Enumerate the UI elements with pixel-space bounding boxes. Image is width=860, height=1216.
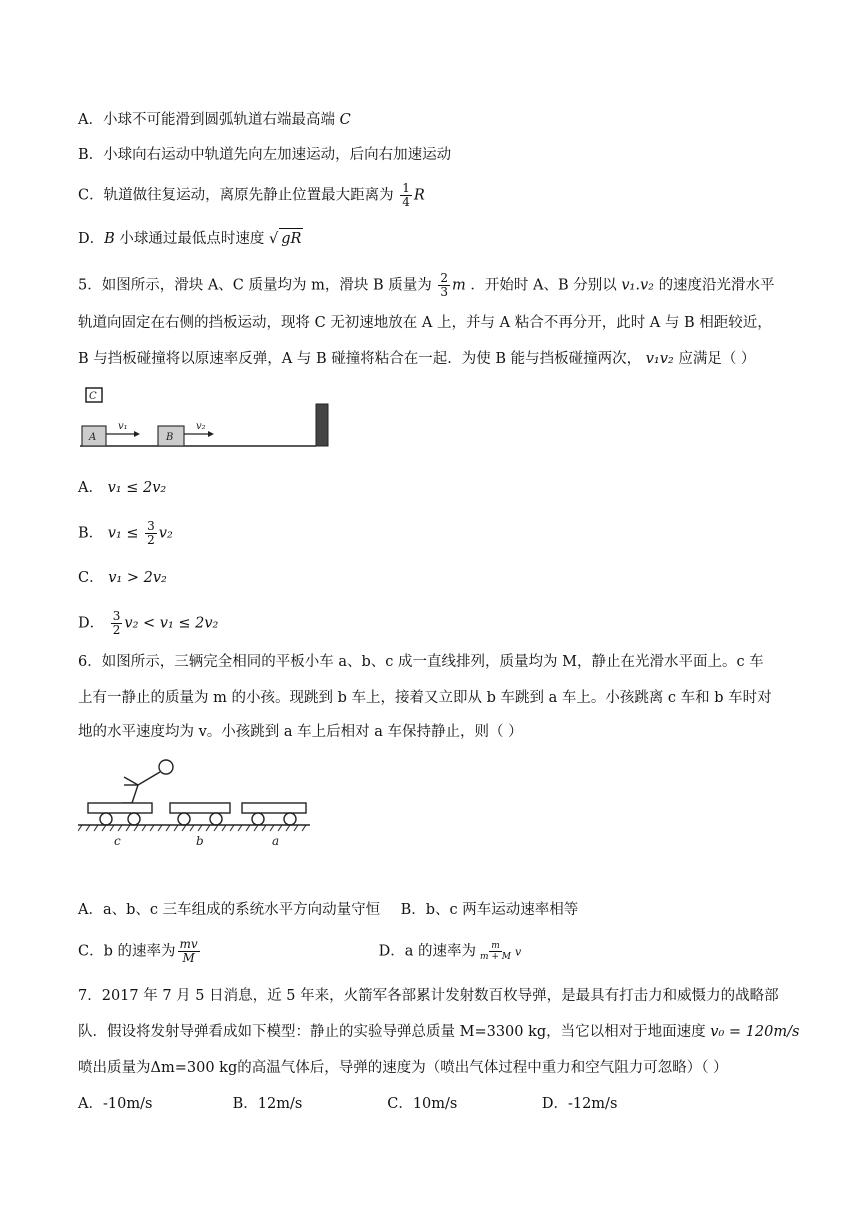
arrow-v2-head	[208, 431, 214, 437]
child-body	[138, 772, 160, 785]
cart-c-wheel	[128, 813, 140, 825]
q6-option-d: D．a 的速率为 $\frac{m}{m + M}$ v	[378, 941, 522, 962]
q6-option-d-fraction: $\frac{m}{m + M}$	[480, 941, 512, 962]
barrier	[316, 404, 328, 446]
label-b: b	[196, 834, 204, 848]
q4-option-a-var: C	[339, 112, 351, 128]
q4-option-a: A．小球不可能滑到圆弧轨道右端最高端 C	[78, 112, 351, 128]
q7-option-d: D．-12m/s	[541, 1096, 618, 1112]
q5-stem-line2: 轨道向固定在右侧的挡板运动，现将 C 无初速地放在 A 上，并与 A 粘合不再分开，此时 A 与 B 相距较近，	[78, 315, 772, 331]
q6-options-row2	[78, 938, 521, 965]
block-b-label: B	[166, 432, 174, 443]
q5-option-d: D． $\frac{3}{2}$ v₂ < v₁ ≤ 2v₂	[78, 609, 219, 637]
cart-a	[242, 803, 306, 813]
q7-stem-line3: 喷出质量为Δm=300 kg的高温气体后，导弹的速度为（喷出气体过程中重力和空气阻力可忽略）（ ）	[78, 1060, 728, 1076]
q6-options-row1	[78, 900, 578, 920]
q7-option-b: B．12m/s	[232, 1096, 303, 1112]
q4-option-c: C．轨道做往复运动，离原先静止位置最大距离为 $\frac{1}{4}$ R	[78, 181, 425, 209]
q7-option-a: A．-10m/s	[78, 1096, 153, 1112]
q5-option-c: C． v₁ > 2v₂	[78, 570, 167, 586]
q6-figure	[78, 755, 318, 850]
q6-stem-line2: 上有一静止的质量为 m 的小孩。现跳到 b 车上，接着又立即从 b 车跳到 a 车上。小孩跳离 c 车和 b 车时对	[78, 690, 772, 706]
cart-b-wheel	[210, 813, 222, 825]
label-c: c	[114, 834, 121, 848]
q6-option-a: A．a、b、c 三车组成的系统水平方向动量守恒	[78, 902, 381, 918]
q5-option-b: B． v₁ ≤ $\frac{3}{2}$ v₂	[78, 519, 173, 547]
cart-c-wheel	[100, 813, 112, 825]
q5-mass-fraction: $\frac{2}{3}$	[440, 271, 448, 299]
q6-stem-line3: 地的水平速度均为 v。小孩跳到 a 车上后相对 a 车保持静止，则（ ）	[78, 724, 523, 740]
cart-c	[88, 803, 152, 813]
q7-options	[78, 1094, 617, 1114]
q5-stem-line3: B 与挡板碰撞将以原速率反弹，A 与 B 碰撞将粘合在一起．为使 B 能与挡板碰撞两次， v₁v₂ 应满足（ ）	[78, 351, 756, 367]
block-c-label: C	[89, 391, 97, 402]
q5-option-a: A． v₁ ≤ 2v₂	[78, 480, 167, 496]
q4-option-c-fraction: $\frac{1}{4}$	[402, 181, 410, 209]
q6-stem-line1: 6．如图所示，三辆完全相同的平板小车 a、b、c 成一直线排列，质量均为 M，静止在光滑水平面上。c 车	[78, 654, 764, 670]
sqrt-symbol: √	[269, 231, 279, 247]
cart-a-wheel	[284, 813, 296, 825]
block-a-label: A	[89, 432, 97, 443]
q7-option-c: C．10m/s	[387, 1096, 458, 1112]
ground-hatching	[78, 825, 306, 831]
child-head	[159, 760, 173, 774]
child-arm	[124, 777, 138, 785]
q5-option-d-fraction: $\frac{3}{2}$	[112, 609, 121, 637]
q6-option-c: C．b 的速率为 $\frac{mv}{M}$	[78, 937, 198, 965]
v1-label: v₁	[118, 421, 128, 432]
cart-b	[170, 803, 230, 813]
v2-label: v₂	[196, 421, 206, 432]
q5-figure	[78, 384, 338, 454]
cart-a-wheel	[252, 813, 264, 825]
q5-stem-line1: 5．如图所示，滑块 A、C 质量均为 m，滑块 B 质量为 $\frac{2}{3}$ m ．开始时 A、B 分别以 v₁.v₂ 的速度沿光滑水平	[78, 271, 775, 299]
q4-option-b: B．小球向右运动中轨道先向左加速运动，后向右加速运动	[78, 147, 452, 163]
q6-option-b: B．b、c 两车运动速率相等	[400, 902, 579, 918]
arrow-v1-head	[134, 431, 140, 437]
cart-b-wheel	[178, 813, 190, 825]
q5-option-b-fraction: $\frac{3}{2}$	[147, 519, 155, 547]
q6-option-c-fraction: $\frac{mv}{M}$	[179, 937, 198, 965]
label-a: a	[272, 834, 280, 848]
child-leg1	[132, 785, 138, 803]
q7-stem-line1: 7．2017 年 7 月 5 日消息，近 5 年来，火箭军各部累计发射数百枚导弹，是最具有打击力和威慑力的战略部	[78, 988, 779, 1004]
q4-option-d: D．B 小球通过最低点时速度 √ gR	[78, 228, 303, 249]
q7-stem-line2: 队．假设将发射导弹看成如下模型：静止的实验导弹总质量 M=3300 kg，当它以相对于地面速度 v₀ = 120m/s	[78, 1024, 800, 1040]
